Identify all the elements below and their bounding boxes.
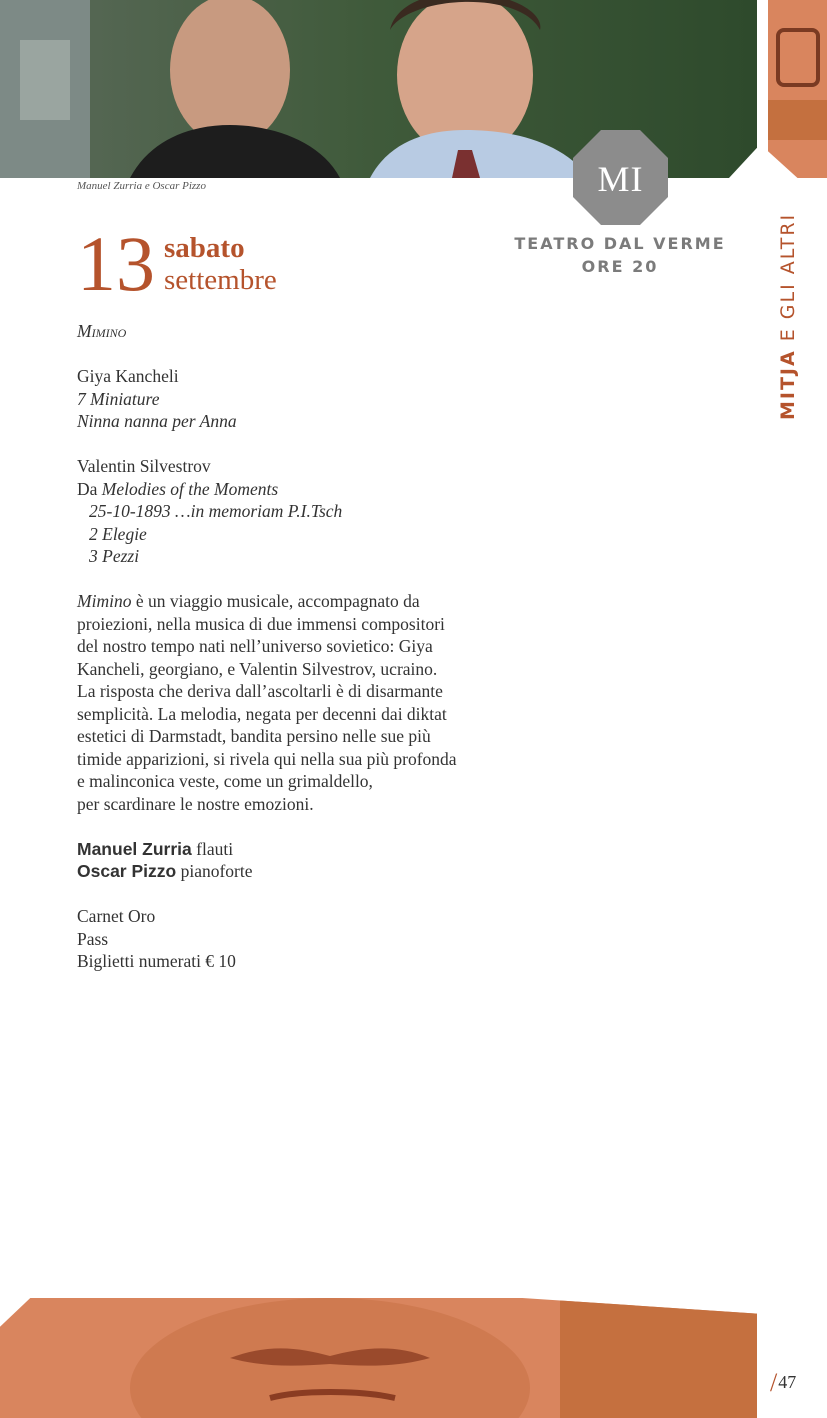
- description-line: estetici di Darmstadt, bandita persino nelle sue più: [77, 726, 431, 746]
- section-title-vertical: [777, 213, 799, 420]
- work-title: 3 Pezzi: [89, 546, 140, 566]
- description-line: Kancheli, georgiano, e Valentin Silvestrov, ucraino.: [77, 658, 438, 679]
- date-day-number: 13: [77, 220, 155, 307]
- description-lead: Mimino: [77, 591, 132, 611]
- description-line: per scardinare le nostre emozioni.: [77, 793, 314, 814]
- section-title-light: E GLI ALTRI: [777, 212, 799, 350]
- description-line: e malinconica veste, come un grimaldello,: [77, 771, 373, 791]
- description-line: semplicità. La melodia, negata per decenni dai diktat: [77, 703, 447, 724]
- venue-info: [500, 232, 740, 278]
- section-title-strong: MITJA: [777, 349, 799, 420]
- badge-label: MI: [597, 159, 644, 199]
- work-title: 7 Miniature: [77, 388, 160, 409]
- ticket-info: Carnet Oro: [77, 906, 156, 926]
- program-content: [77, 320, 507, 973]
- work-title: 2 Elegie: [89, 523, 147, 544]
- work-cycle: [77, 478, 507, 501]
- footer-photo-image: [0, 1298, 757, 1418]
- date-weekday: sabato: [164, 232, 245, 264]
- page-number: [770, 1368, 796, 1398]
- photo-caption: Manuel Zurria e Oscar Pizzo: [77, 180, 206, 192]
- description-text: è un viaggio musicale, accompagnato da: [131, 591, 420, 611]
- description-line: del nostro tempo nati nell’universo sovietico: Giya: [77, 636, 433, 656]
- venue-time: ORE 20: [581, 257, 659, 276]
- performer-instrument: pianoforte: [176, 861, 253, 881]
- description-line: proiezioni, nella musica di due immensi compositori: [77, 613, 445, 634]
- work-title: 25-10-1893 …in memoriam P.I.Tsch: [89, 501, 343, 521]
- composer-name: Valentin Silvestrov: [77, 456, 211, 476]
- performer-name: Oscar Pizzo: [77, 861, 177, 881]
- performer-instrument: flauti: [191, 838, 234, 859]
- side-photo-image: [768, 0, 827, 178]
- cycle-title: Melodies of the Moments: [101, 478, 279, 499]
- description-line: La risposta che deriva dall’ascoltarli è di disarmante: [77, 681, 443, 701]
- venue-name: TEATRO DAL VERME: [514, 234, 726, 253]
- ticket-info: Biglietti numerati € 10: [77, 951, 236, 971]
- program-title: Mimino: [77, 321, 127, 341]
- description-line: timide apparizioni, si rivela qui nella sua più profonda: [77, 748, 457, 769]
- ticket-info: Pass: [77, 928, 109, 949]
- composer-name: Giya Kancheli: [77, 366, 179, 386]
- performer: [77, 860, 507, 883]
- description-line: [77, 590, 507, 613]
- cycle-prefix: Da: [77, 478, 102, 499]
- page-slash-icon: /: [770, 1368, 778, 1397]
- footer-photo: [0, 1298, 757, 1418]
- work-title: Ninna nanna per Anna: [77, 411, 237, 431]
- date-month: settembre: [164, 264, 277, 296]
- page-number-value: 47: [778, 1372, 797, 1392]
- city-badge: [573, 130, 668, 225]
- performer-name: Manuel Zurria: [77, 838, 192, 859]
- side-photo-strip: [768, 0, 827, 178]
- performer: [77, 838, 507, 861]
